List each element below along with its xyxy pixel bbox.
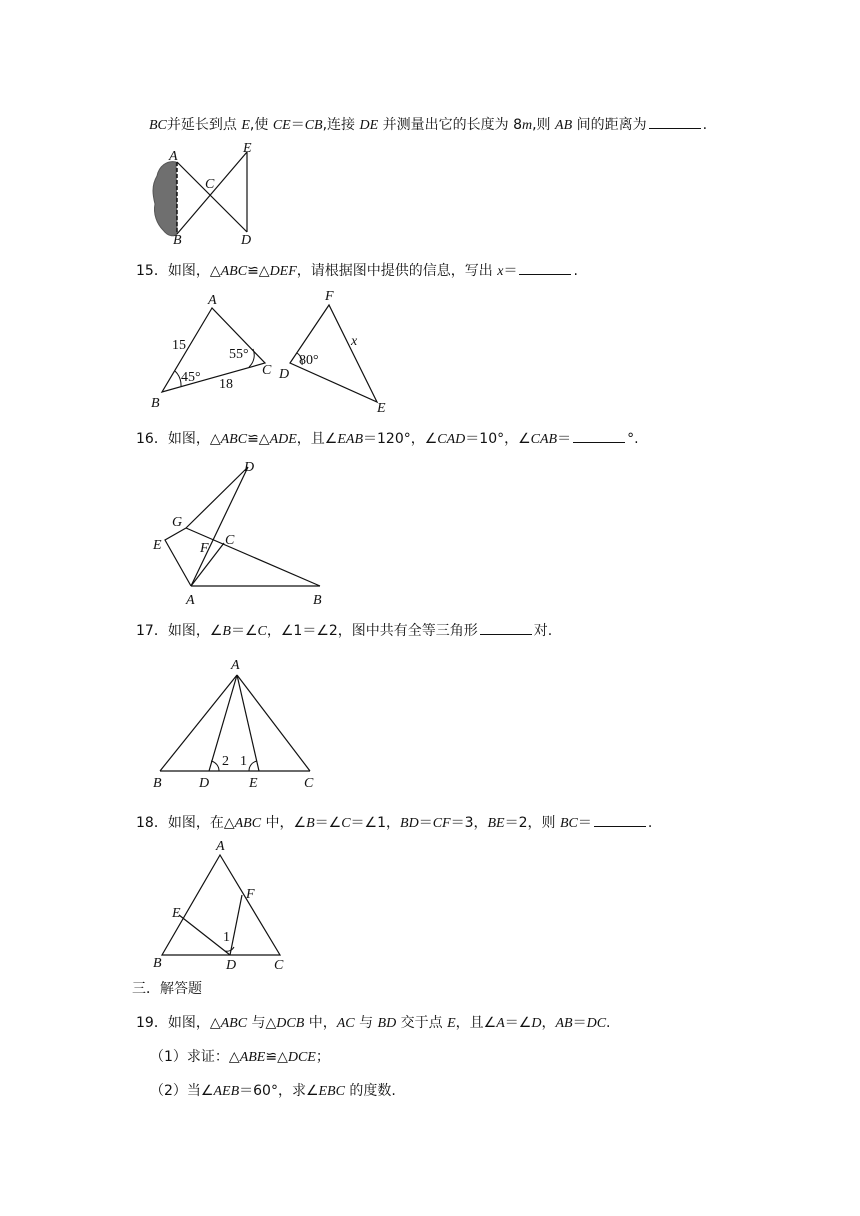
- angle-b: B: [306, 816, 315, 831]
- q15-text: [136, 260, 578, 281]
- seg-dc: DC: [586, 1016, 607, 1031]
- label-c: C: [262, 363, 272, 378]
- text: ,使: [249, 117, 273, 133]
- text: ＝60°，求∠: [239, 1083, 319, 1099]
- text: ＝2，则: [504, 815, 560, 831]
- tri-abc: ABC: [220, 432, 248, 447]
- question-number: 18．: [136, 815, 168, 831]
- pond-shape: [153, 162, 177, 236]
- angle-a: A: [496, 1016, 505, 1031]
- label-c: C: [274, 958, 284, 973]
- seg-bc: BC: [559, 816, 578, 831]
- figure-q17: [145, 655, 335, 794]
- q19-part2: [150, 1082, 396, 1101]
- label-c: C: [205, 177, 215, 192]
- text: 的度数.: [344, 1083, 396, 1099]
- text: ,连接: [322, 117, 360, 133]
- seg-be: BE: [487, 816, 505, 831]
- text: ,则: [532, 117, 556, 133]
- label-f: F: [200, 541, 209, 556]
- angle-cab: CAB: [530, 432, 558, 447]
- text: ≌△: [265, 1049, 288, 1065]
- text: ＝: [577, 815, 592, 831]
- q16-text: [136, 428, 639, 449]
- label-g: G: [172, 515, 183, 530]
- text: ＝: [290, 117, 305, 133]
- seg-bd: BD: [377, 1016, 397, 1031]
- label-e: E: [172, 906, 181, 921]
- angle-d-80: 80°: [299, 353, 319, 368]
- side-ab-15: 15: [172, 338, 186, 353]
- text: ＝: [557, 431, 572, 447]
- q18-text: [136, 812, 652, 833]
- label-d: D: [241, 233, 252, 248]
- angle-ebc: EBC: [318, 1084, 345, 1099]
- text: 如图，△: [167, 1015, 221, 1031]
- text: 如图，∠: [167, 623, 223, 639]
- label-c: C: [304, 776, 314, 790]
- text: ＝∠1，: [350, 815, 401, 831]
- text: .: [606, 1015, 611, 1031]
- seg-bd: BD: [400, 816, 419, 831]
- label-a: A: [231, 658, 240, 673]
- angle-1: 1: [240, 754, 247, 769]
- label-b: B: [153, 956, 162, 971]
- seg-ab: AB: [555, 1016, 573, 1031]
- angle-aeb: AEB: [213, 1084, 240, 1099]
- label-b: B: [151, 396, 160, 411]
- seg-cf: CF: [432, 816, 451, 831]
- text: ＝3，: [450, 815, 488, 831]
- question-number: 16．: [136, 431, 168, 447]
- question-number: 19．: [136, 1015, 168, 1031]
- text: ，且∠: [296, 431, 338, 447]
- label-c: C: [225, 533, 235, 548]
- question-number: 15．: [136, 263, 168, 279]
- text: 并测量出它的长度为 8: [378, 117, 522, 133]
- label-d: D: [226, 958, 237, 973]
- side-bc-18: 18: [219, 377, 233, 392]
- figure-q16: [145, 455, 345, 614]
- q19-text: [136, 1014, 611, 1033]
- text: ＝∠: [314, 815, 342, 831]
- text: ≌△: [247, 431, 270, 447]
- text: ，∠1＝∠2，图中共有全等三角形: [266, 623, 478, 639]
- label-e: E: [249, 776, 258, 790]
- answer-blank[interactable]: [573, 428, 625, 443]
- text: ＝10°，∠: [465, 431, 531, 447]
- tri-def: DEF: [269, 264, 297, 279]
- point-e: E: [447, 1016, 456, 1031]
- text: 如图，在△: [167, 815, 235, 831]
- angle-2: 2: [222, 754, 229, 769]
- tri-ade: ADE: [269, 432, 297, 447]
- text: 中，∠: [261, 815, 307, 831]
- label-d: D: [199, 776, 210, 790]
- text: 如图，△: [167, 263, 221, 279]
- text: ，请根据图中提供的信息，写出: [296, 263, 498, 279]
- label-b: B: [173, 233, 182, 248]
- text: .: [702, 117, 708, 133]
- label-e: E: [377, 401, 386, 416]
- seg-ce: CE: [272, 118, 291, 133]
- tri-dcb: DCB: [276, 1016, 305, 1031]
- angle-b: B: [222, 624, 231, 639]
- angle-cad: CAD: [437, 432, 466, 447]
- answer-blank[interactable]: [649, 114, 701, 129]
- text: ＝: [503, 263, 518, 279]
- q19-part1: [150, 1048, 330, 1067]
- label-d: D: [279, 367, 290, 382]
- text: 交于点: [396, 1015, 448, 1031]
- angle-c: C: [257, 624, 267, 639]
- tri-abe: ABE: [239, 1050, 266, 1065]
- angle-c-55: 55°: [229, 347, 249, 362]
- text: （2）当∠: [150, 1083, 214, 1099]
- text: ＝120°，∠: [363, 431, 438, 447]
- text: （1）求证：△: [150, 1049, 240, 1065]
- text: .: [647, 815, 653, 831]
- label-b: B: [153, 776, 162, 790]
- seg-ab: AB: [555, 118, 573, 133]
- angle-1: 1: [223, 930, 230, 945]
- seg-de: DE: [359, 118, 379, 133]
- text: 如图，△: [167, 431, 221, 447]
- text: 并延长到点: [166, 117, 242, 133]
- tri-dce: DCE: [287, 1050, 316, 1065]
- seg-bc: BC: [149, 118, 167, 133]
- q17-text: [136, 620, 552, 641]
- label-e: E: [243, 141, 252, 156]
- tri-abc: ABC: [220, 1016, 248, 1031]
- seg-cb: CB: [304, 118, 323, 133]
- label-a: A: [208, 293, 217, 308]
- text: ＝: [572, 1015, 587, 1031]
- angle-eab: EAB: [337, 432, 363, 447]
- text: °.: [627, 431, 639, 447]
- answer-blank[interactable]: [594, 812, 646, 827]
- text: ＝∠: [504, 1015, 532, 1031]
- text: ＝∠: [230, 623, 258, 639]
- text: 与: [354, 1015, 378, 1031]
- side-x: x: [351, 334, 358, 349]
- label-e: E: [153, 538, 162, 553]
- label-a: A: [216, 839, 225, 854]
- text: ，: [541, 1015, 556, 1031]
- text: ，且∠: [455, 1015, 497, 1031]
- text: 间的距离为: [572, 117, 647, 133]
- point-e: E: [241, 118, 250, 133]
- text: 与△: [247, 1015, 277, 1031]
- tri-abc: ABC: [220, 264, 248, 279]
- var-x: x: [497, 264, 504, 279]
- seg-ac: AC: [336, 1016, 355, 1031]
- label-d: D: [244, 460, 255, 475]
- section-heading: 三．解答题: [132, 981, 202, 997]
- text: ＝: [418, 815, 433, 831]
- label-a: A: [169, 149, 178, 164]
- answer-blank[interactable]: [519, 260, 571, 275]
- text: .: [573, 263, 578, 279]
- q14-tail-line: [149, 114, 707, 135]
- answer-blank[interactable]: [480, 620, 532, 635]
- figure-q18: [145, 835, 305, 979]
- question-number: 17．: [136, 623, 168, 639]
- text: 对.: [533, 623, 553, 639]
- angle-b-45: 45°: [181, 370, 201, 385]
- label-a: A: [186, 593, 195, 608]
- figure-q15: [145, 285, 405, 424]
- label-f: F: [325, 289, 334, 304]
- angle-d: D: [531, 1016, 542, 1031]
- text: 中，: [304, 1015, 337, 1031]
- unit-m: m: [521, 118, 533, 133]
- text: ≌△: [247, 263, 270, 279]
- angle-c: C: [341, 816, 351, 831]
- tri-abc: ABC: [234, 816, 262, 831]
- label-f: F: [246, 887, 255, 902]
- figure-q14: [145, 140, 275, 254]
- text: ；: [315, 1049, 330, 1065]
- label-b: B: [313, 593, 322, 608]
